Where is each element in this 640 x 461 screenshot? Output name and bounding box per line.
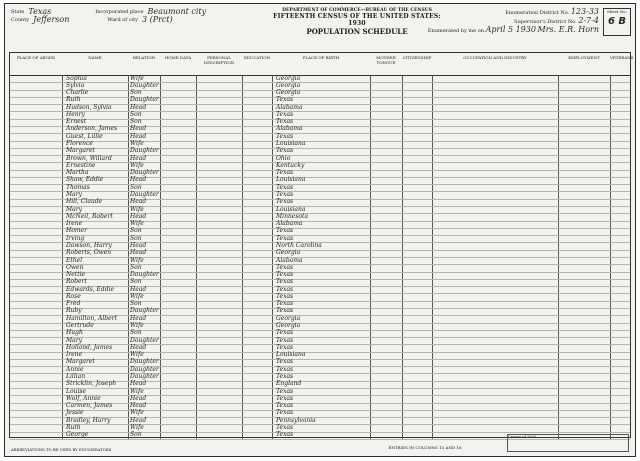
cell-name: Fred	[66, 300, 81, 308]
row-divider	[10, 359, 630, 360]
cell-name: Brown, Willard	[66, 154, 112, 162]
row-divider	[10, 191, 630, 192]
cell-birth: Texas	[276, 132, 294, 140]
cell-birth: Texas	[276, 300, 294, 308]
cell-relation: Wife	[130, 205, 144, 213]
row-divider	[10, 373, 630, 374]
row-divider	[10, 82, 630, 83]
cell-relation: Head	[130, 249, 147, 257]
cell-name: Mary	[66, 336, 82, 344]
cell-relation: Son	[130, 278, 142, 286]
cell-relation: Son	[130, 234, 142, 242]
cell-relation: Head	[130, 125, 147, 133]
cell-name: Jessie	[66, 409, 84, 417]
cell-name: Stricklin, Joseph	[66, 380, 117, 388]
cell-relation: Wife	[130, 322, 144, 330]
cell-name: Louise	[66, 387, 87, 395]
cell-birth: Texas	[276, 271, 294, 279]
cell-relation: Daughter	[130, 169, 159, 177]
cell-name: Irene	[66, 351, 83, 359]
county-label: County	[11, 17, 30, 23]
cell-birth: Texas	[276, 96, 294, 104]
cell-name: Holland, James	[66, 343, 113, 351]
cell-name: Robert	[66, 278, 87, 286]
cell-birth: Texas	[276, 227, 294, 235]
cell-birth: Louisiana	[276, 176, 306, 184]
row-divider	[10, 221, 630, 222]
column-header: PERSONAL DESCRIPTION	[203, 55, 235, 65]
cell-birth: Texas	[276, 198, 294, 206]
cell-birth: Texas	[276, 402, 294, 410]
row-divider	[10, 293, 630, 294]
cell-relation: Daughter	[130, 307, 159, 315]
cell-relation: Daughter	[130, 365, 159, 373]
cell-relation: Head	[130, 394, 147, 402]
cell-name: Ruth	[66, 96, 81, 104]
cell-birth: Texas	[276, 285, 294, 293]
column-header: HOME DATA	[164, 55, 192, 60]
cell-relation: Daughter	[130, 81, 159, 89]
cell-birth: Texas	[276, 292, 294, 300]
cell-relation: Son	[130, 118, 142, 126]
cell-birth: Texas	[276, 358, 294, 366]
row-divider	[10, 395, 630, 396]
column-header: NAME	[88, 55, 102, 60]
row-divider	[10, 257, 630, 258]
cell-birth: Georgia	[276, 249, 301, 257]
cell-relation: Daughter	[130, 147, 159, 155]
department-name: DEPARTMENT OF COMMERCE—BUREAU OF THE CENSUS	[282, 8, 432, 13]
enum-district-value: 123-33	[570, 7, 599, 16]
footnote-text: Census of 1930	[508, 435, 537, 439]
cell-name: Owen	[66, 263, 84, 271]
cell-birth: Texas	[276, 329, 294, 337]
row-divider	[10, 170, 630, 171]
cell-name: Guest, Lillie	[66, 132, 103, 140]
census-table	[9, 52, 634, 439]
cell-relation: Head	[130, 285, 147, 293]
cell-name: Lillian	[66, 372, 86, 380]
cell-birth: Texas	[276, 394, 294, 402]
cell-name: Thomas	[66, 183, 90, 191]
cell-name: Irving	[66, 234, 85, 242]
cell-birth: Georgia	[276, 314, 301, 322]
cell-birth: Texas	[276, 110, 294, 118]
cell-relation: Head	[130, 176, 147, 184]
cell-name: Mary	[66, 190, 82, 198]
cell-birth: Texas	[276, 234, 294, 242]
row-divider	[10, 352, 630, 353]
cell-birth: England	[276, 380, 302, 388]
cell-relation: Wife	[130, 423, 144, 431]
cell-relation: Wife	[130, 256, 144, 264]
enumerator-value: Mrs. E.R. Horn	[537, 25, 599, 34]
cell-name: Sylvia	[66, 81, 85, 89]
schedule-title: POPULATION SCHEDULE	[306, 27, 408, 36]
cell-birth: Alabama	[276, 125, 303, 133]
row-divider	[10, 141, 630, 142]
cell-name: Wolf, Annie	[66, 394, 101, 402]
cell-name: Margaret	[66, 358, 95, 366]
cell-birth: Alabama	[276, 220, 303, 228]
sheet-number-box	[603, 8, 631, 36]
cell-birth: Texas	[276, 169, 294, 177]
row-divider	[10, 330, 630, 331]
cell-name: Anderson, James	[66, 125, 118, 133]
cell-name: Homer	[66, 227, 87, 235]
row-divider	[10, 111, 630, 112]
city-value: Beaumont city	[147, 7, 207, 16]
state-value: Texas	[28, 7, 52, 16]
row-divider	[10, 424, 630, 425]
cell-name: Ruby	[66, 307, 82, 315]
cell-name: Hugh	[66, 329, 83, 337]
entries-label: ENTRIES IN COLUMNS 15 AND 16	[388, 445, 462, 450]
cell-relation: Son	[130, 227, 142, 235]
cell-name: Martha	[66, 169, 89, 177]
cell-relation: Son	[130, 431, 142, 439]
cell-relation: Head	[130, 212, 147, 220]
cell-name: Roberts, Owen	[66, 249, 112, 257]
row-divider	[10, 323, 630, 324]
cell-birth: Texas	[276, 307, 294, 315]
cell-name: Gertrude	[66, 322, 94, 330]
row-divider	[10, 199, 630, 200]
row-divider	[10, 148, 630, 149]
supervisor-label: Supervisor's District No.	[514, 19, 577, 25]
cell-birth: Texas	[276, 118, 294, 126]
cell-name: Shaw, Eddie	[66, 176, 104, 184]
cell-relation: Head	[130, 314, 147, 322]
row-divider	[10, 388, 630, 389]
cell-birth: Texas	[276, 336, 294, 344]
cell-name: Ruth	[66, 423, 81, 431]
cell-relation: Son	[130, 329, 142, 337]
ward-value: 3 (Prct)	[141, 15, 173, 24]
cell-name: McNeil, Robert	[66, 212, 113, 220]
cell-birth: Texas	[276, 183, 294, 191]
cell-name: George	[66, 431, 89, 439]
cell-relation: Wife	[130, 74, 144, 82]
state-label: State	[11, 9, 25, 15]
column-header: EDUCATION	[243, 55, 271, 60]
cell-name: Nettie	[66, 271, 86, 279]
cell-name: Bradley, Harry	[66, 416, 111, 424]
column-header: PLACE OF BIRTH	[302, 55, 340, 60]
cell-name: Dawson, Harry	[66, 241, 112, 249]
cell-birth: Ohio	[276, 154, 291, 162]
cell-name: Carmen, James	[66, 402, 113, 410]
row-divider	[10, 133, 630, 134]
row-divider	[10, 119, 630, 120]
row-divider	[10, 410, 630, 411]
cell-relation: Wife	[130, 351, 144, 359]
census-sheet	[4, 3, 636, 457]
cell-birth: Texas	[276, 372, 294, 380]
cell-relation: Wife	[130, 220, 144, 228]
footer-entries-note	[355, 445, 495, 450]
cell-relation: Wife	[130, 409, 144, 417]
row-divider	[10, 337, 630, 338]
cell-birth: Texas	[276, 147, 294, 155]
column-header: EMPLOYMENT	[568, 55, 600, 60]
cell-name: Mary	[66, 205, 82, 213]
row-divider	[10, 432, 630, 433]
header-district-block	[409, 8, 599, 35]
cell-birth: Georgia	[276, 81, 301, 89]
cell-name: Margaret	[66, 147, 95, 155]
cell-relation: Head	[130, 198, 147, 206]
cell-birth: Minnesota	[276, 212, 309, 220]
row-divider	[10, 308, 630, 309]
cell-relation: Wife	[130, 292, 144, 300]
table-body	[10, 75, 630, 439]
column-header-row	[10, 53, 634, 76]
cell-name: Hill, Claude	[66, 198, 103, 206]
cell-name: Ernestine	[66, 161, 96, 169]
row-divider	[10, 272, 630, 273]
cell-name: Florence	[66, 140, 93, 148]
cell-relation: Head	[130, 402, 147, 410]
column-header: OCCUPATION AND INDUSTRY	[463, 55, 527, 60]
cell-birth: Georgia	[276, 89, 301, 97]
row-divider	[10, 264, 630, 265]
footer-abbreviations	[11, 448, 121, 453]
cell-birth: Louisiana	[276, 351, 306, 359]
column-header: PLACE OF ABODE	[16, 55, 56, 60]
cell-birth: Texas	[276, 343, 294, 351]
cell-relation: Wife	[130, 161, 144, 169]
cell-name: Edwards, Eddie	[66, 285, 115, 293]
cell-birth: Texas	[276, 387, 294, 395]
census-title: FIFTEENTH CENSUS OF THE UNITED STATES: 1930	[273, 13, 441, 27]
row-divider	[10, 206, 630, 207]
cell-birth: Alabama	[276, 103, 303, 111]
cell-birth: Texas	[276, 190, 294, 198]
cell-birth: North Carolina	[276, 241, 322, 249]
enumerated-label: Enumerated by me on	[427, 28, 484, 34]
cell-birth: Texas	[276, 431, 294, 439]
cell-relation: Daughter	[130, 372, 159, 380]
cell-name: Hamilton, Albert	[66, 314, 117, 322]
cell-name: Hudson, Sylvia	[66, 103, 112, 111]
cell-name: Rose	[66, 292, 81, 300]
row-divider	[10, 184, 630, 185]
cell-birth: Texas	[276, 409, 294, 417]
cell-relation: Head	[130, 154, 147, 162]
cell-relation: Daughter	[130, 190, 159, 198]
column-header: RELATION	[132, 55, 156, 60]
cell-relation: Daughter	[130, 336, 159, 344]
row-divider	[10, 228, 630, 229]
cell-name: Henry	[66, 110, 85, 118]
footnote-box	[507, 434, 629, 452]
cell-relation: Head	[130, 103, 147, 111]
cell-birth: Texas	[276, 365, 294, 373]
cell-relation: Head	[130, 132, 147, 140]
row-divider	[10, 366, 630, 367]
cell-name: Annie	[66, 365, 84, 373]
cell-relation: Son	[130, 300, 142, 308]
cell-relation: Daughter	[130, 358, 159, 366]
cell-birth: Alabama	[276, 256, 303, 264]
row-divider	[10, 90, 630, 91]
cell-birth: Texas	[276, 423, 294, 431]
cell-relation: Wife	[130, 140, 144, 148]
cell-birth: Kentucky	[276, 161, 305, 169]
cell-relation: Head	[130, 343, 147, 351]
cell-relation: Wife	[130, 387, 144, 395]
cell-relation: Daughter	[130, 271, 159, 279]
cell-name: Ethel	[66, 256, 83, 264]
cell-birth: Texas	[276, 278, 294, 286]
supervisor-value: 2-7-4	[578, 16, 599, 25]
enumerated-value: April 5 1930	[485, 25, 536, 34]
row-divider	[10, 279, 630, 280]
cell-name: Ernest	[66, 118, 87, 126]
cell-birth: Pennsylvania	[276, 416, 316, 424]
cell-relation: Son	[130, 110, 142, 118]
cell-birth: Georgia	[276, 74, 301, 82]
county-value: Jefferson	[33, 15, 70, 24]
cell-birth: Georgia	[276, 322, 301, 330]
sheet-number-label: Sheet No.	[606, 9, 628, 14]
cell-relation: Daughter	[130, 96, 159, 104]
row-divider	[10, 301, 630, 302]
cell-name: Sophia	[66, 74, 87, 82]
abbreviations-label: ABBREVIATIONS TO BE USED BY ENUMERATORS	[11, 447, 112, 453]
row-divider	[10, 97, 630, 98]
column-header: VETERANS	[610, 55, 634, 60]
sheet-number-value: 6 B	[607, 16, 627, 27]
city-label: Incorporated place	[95, 9, 144, 15]
cell-relation: Son	[130, 89, 142, 97]
row-divider	[10, 162, 630, 163]
cell-relation: Head	[130, 416, 147, 424]
cell-relation: Head	[130, 380, 147, 388]
cell-relation: Head	[130, 241, 147, 249]
cell-relation: Son	[130, 263, 142, 271]
ward-label: Ward of city	[107, 17, 138, 23]
cell-relation: Son	[130, 183, 142, 191]
row-divider	[10, 235, 630, 236]
cell-birth: Louisiana	[276, 205, 306, 213]
column-header: MOTHER TONGUE	[376, 55, 396, 65]
enum-district-label: Enumeration District No.	[505, 10, 570, 16]
cell-name: Charlie	[66, 89, 89, 97]
cell-birth: Texas	[276, 263, 294, 271]
cell-birth: Louisiana	[276, 140, 306, 148]
cell-name: Irene	[66, 220, 83, 228]
header-location-block	[11, 8, 231, 24]
column-header: CITIZENSHIP	[402, 55, 432, 60]
